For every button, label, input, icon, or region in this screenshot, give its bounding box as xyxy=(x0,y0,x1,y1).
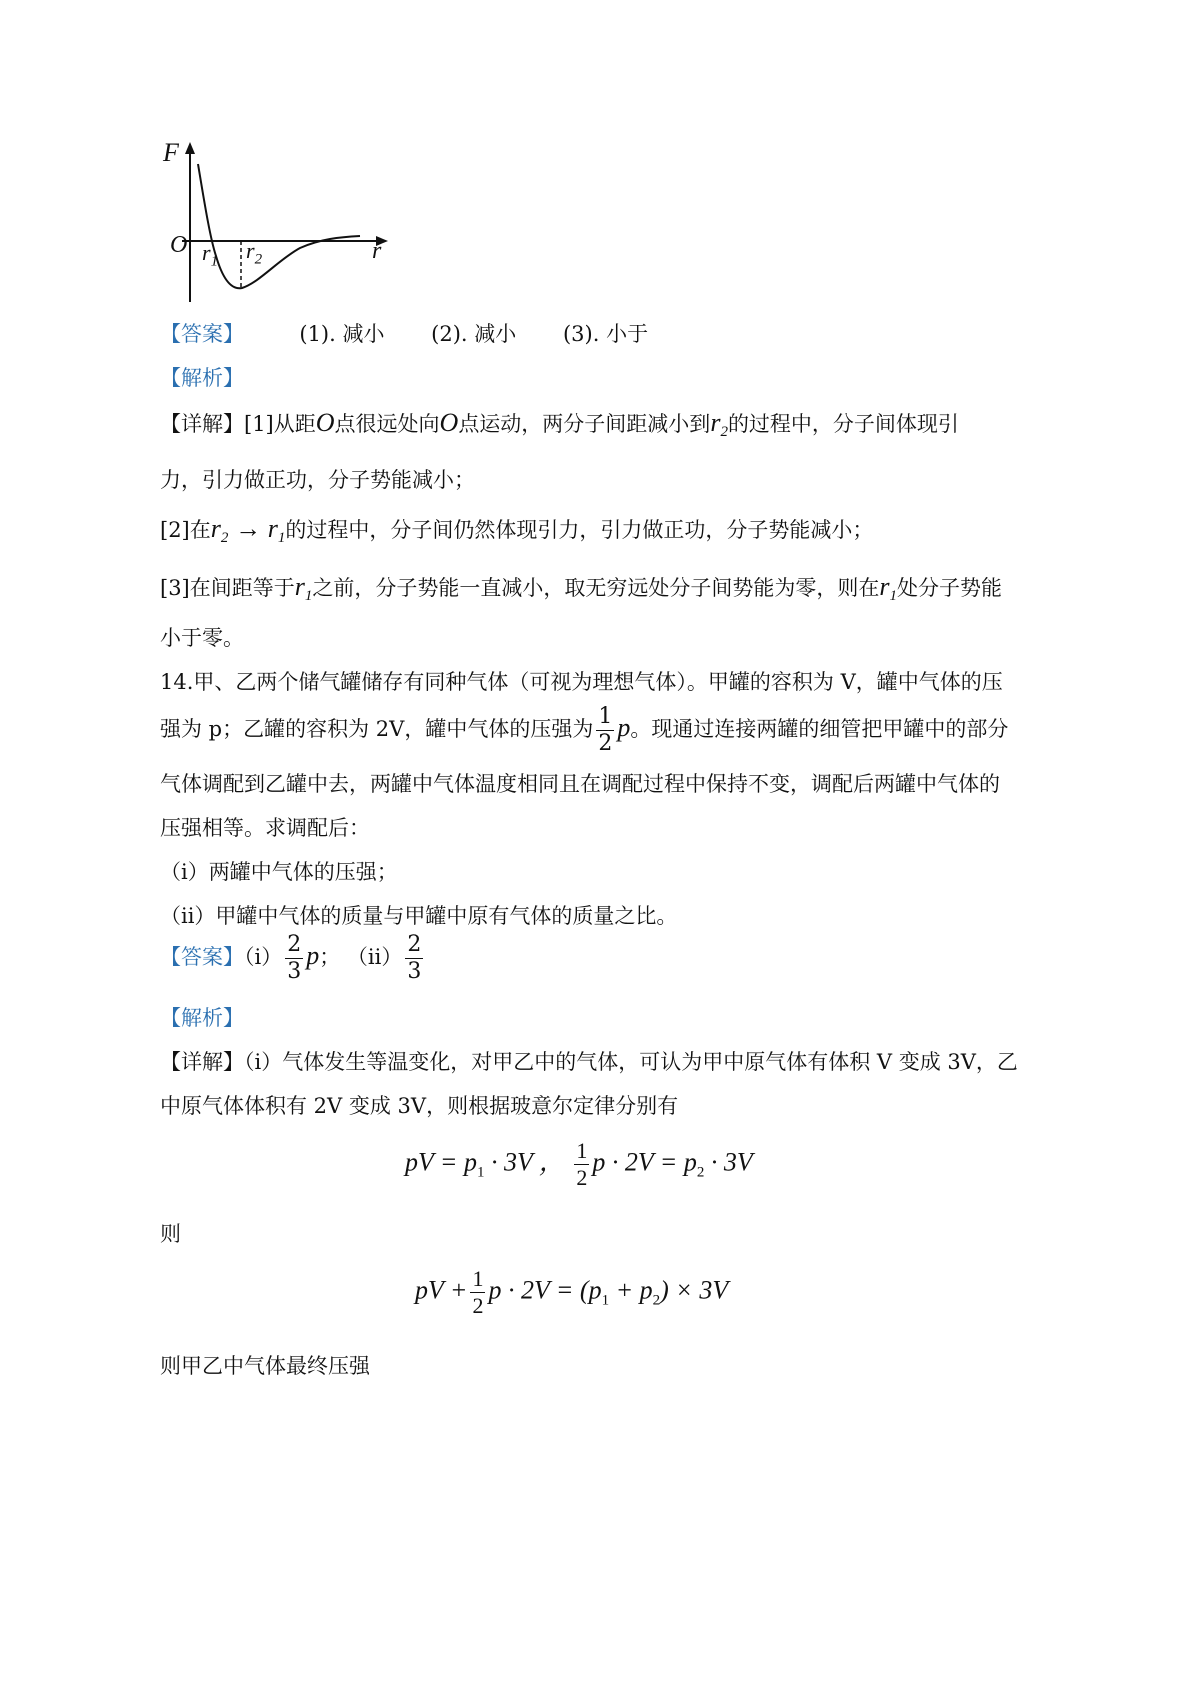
q13-detail-2: [2]在$r_2 \to r_1$的过程中，分子间仍然体现引力，引力做正功，分子势能减小； xyxy=(160,514,874,547)
f-axis-label: F xyxy=(163,138,179,167)
q13-detail-3: [3]在间距等于$r_1$之前，分子势能一直减小，取无穷远处分子间势能为零，则在$r_1$处分子势能 xyxy=(160,572,1002,605)
origin-label: O xyxy=(170,232,188,258)
q14-detail-line-2: 中原气体体积有 2V 变成 3V，则根据玻意尔定律分别有 xyxy=(160,1094,679,1118)
then-label-1: 则 xyxy=(160,1222,181,1246)
detail-tag: 【详解】 xyxy=(160,1050,244,1074)
fraction-two-thirds: $\frac{2}{3}$ xyxy=(287,932,302,984)
q13-detail-3-line-2: 小于零。 xyxy=(160,626,244,650)
answer-item-1: (1). 减小 xyxy=(299,322,385,346)
q14-answer-line: 【答案】（i） $\frac{2}{3}$ p； （ii） $\frac{2}{3}$ xyxy=(160,932,422,984)
q14-subquestion-ii: （ii）甲罐中气体的质量与甲罐中原有气体的质量之比。 xyxy=(160,904,678,928)
fraction-half: $\frac{1}{2}$ xyxy=(598,704,613,756)
answer-tag: 【答案】 xyxy=(160,945,244,969)
q14-text-line-3: 气体调配到乙罐中去，两罐中气体温度相同且在调配过程中保持不变，调配后两罐中气体的 xyxy=(160,772,1000,796)
force-distance-graph xyxy=(160,140,400,310)
answer-item-3: (3). 小于 xyxy=(562,322,649,346)
q14-text-line-4: 压强相等。求调配后： xyxy=(160,816,370,840)
q14-detail-line-1: 【详解】（i）气体发生等温变化，对甲乙中的气体，可认为甲中原气体有体积 V 变成 3V，乙 xyxy=(160,1050,1018,1074)
r1-label: $r_1$ xyxy=(202,240,219,270)
equation-1: pV = $p_1 \cdot 3V$ ， $\frac{1}{2}$ $p \cdot 2V = p_2 \cdot 3V$ xyxy=(405,1138,753,1190)
then-label-2: 则甲乙中气体最终压强 xyxy=(160,1354,370,1378)
force-curve xyxy=(198,164,360,288)
f-axis-arrow xyxy=(185,142,195,154)
q14-text-line-1: 14.甲、乙两个储气罐储存有同种气体（可视为理想气体）。甲罐的容积为 V，罐中气体的压 xyxy=(160,670,1003,694)
detail-tag: 【详解】 xyxy=(160,412,244,436)
q14-subquestion-i: （i）两罐中气体的压强； xyxy=(160,860,398,884)
r-axis-label: r xyxy=(372,238,382,264)
r2-label: $r_2$ xyxy=(246,238,263,268)
q13-analysis-tag: 【解析】 xyxy=(160,366,244,390)
answer-item-2: (2). 减小 xyxy=(431,322,517,346)
q14-analysis-tag: 【解析】 xyxy=(160,1006,244,1030)
q13-detail-line-2: 力，引力做正功，分子势能减小； xyxy=(160,468,475,492)
q13-answer-line xyxy=(160,318,688,348)
equation-2: pV + $\frac{1}{2}$ $p \cdot 2V = (p_1 + p_2) \times 3V$ xyxy=(415,1266,729,1318)
q14-text-line-2: 强为 p；乙罐的容积为 2V，罐中气体的压强为 $\frac{1}{2}$ p。现通过连接两罐的细管把甲罐中的部分 xyxy=(160,704,1009,756)
fraction-two-thirds-ii: $\frac{2}{3}$ xyxy=(407,932,422,984)
q13-detail-line-1: 【详解】[1]从距O点很远处向O点运动，两分子间距减小到$r_2$的过程中，分子间体现引 xyxy=(160,408,959,441)
answer-tag: 【答案】 xyxy=(160,322,244,346)
